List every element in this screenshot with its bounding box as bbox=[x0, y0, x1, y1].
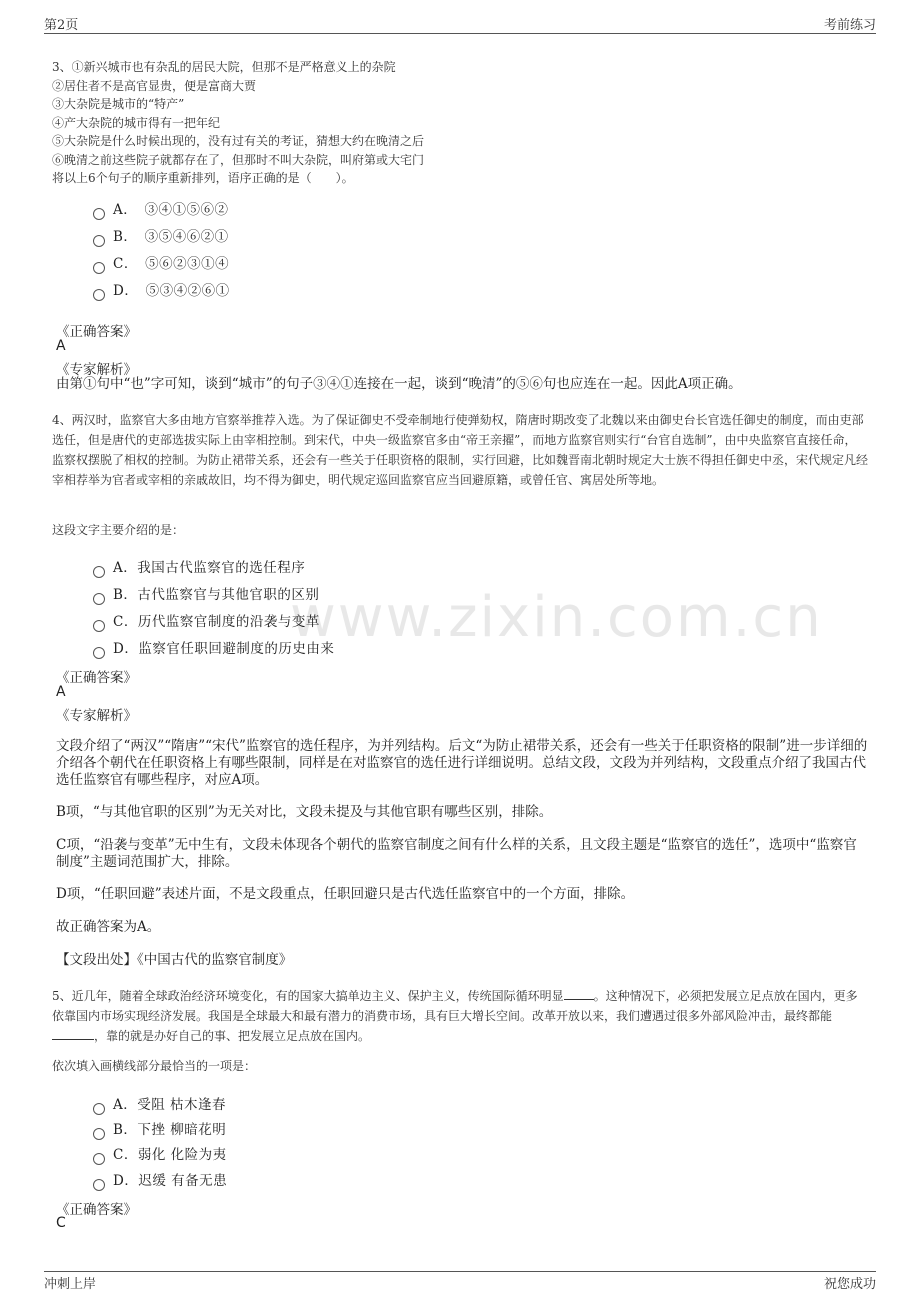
q3-line: ③大杂院是城市的“特产” bbox=[52, 97, 185, 111]
question-4-text: 4、两汉时，监察官大多由地方官察举推荐入选。为了保证御史不受牵制地行使弹劾权，隋唐时期改变了北魏以来由御史台长官选任御史的制度，而由吏部选任，但是唐代的吏部选拔实际上由宰相控制。到宋代，中央一级监察官多由“帝王亲擢”，而地方监察官则实行“台官自选制”，由中央监察官直接任命，监察权摆脱了相权的控制。为防止裙带关系，还会有一些关于任职资格的限制，实行回避，比如魏晋南北朝时规定大士族不得担任御史中丞，宋代规定凡经宰相荐举为官者或宰相的亲戚故旧，均不得为御史，明代规定巡回监察官应当回避原籍，或曾任官、寓居处所等地。 bbox=[52, 413, 869, 487]
radio-icon[interactable] bbox=[93, 235, 105, 247]
q3-option-d[interactable]: D． ⑤③④②⑥① bbox=[93, 279, 230, 299]
q4-option-d[interactable]: D．监察官任职回避制度的历史由来 bbox=[93, 637, 334, 657]
radio-icon[interactable] bbox=[93, 289, 105, 301]
page-number: 第2页 bbox=[44, 18, 79, 33]
q3-line: ②居住者不是高官显贵，便是富商大贾 bbox=[52, 78, 257, 93]
q5-answer: C bbox=[56, 1215, 66, 1231]
radio-icon[interactable] bbox=[93, 620, 105, 632]
q3-option-c[interactable]: C． ⑤⑥②③①④ bbox=[93, 252, 229, 272]
fill-blank-2 bbox=[52, 1028, 94, 1040]
q3-line: ⑤大杂院是什么时候出现的，没有过有关的考证，猜想大约在晚清之后 bbox=[52, 134, 425, 148]
q4-answer-label: 《正确答案》 bbox=[56, 670, 137, 686]
q4-analysis-paragraph: D项，“任职回避”表述片面，不是文段重点，任职回避只是古代选任监察官中的一个方面，排除。 bbox=[56, 886, 635, 902]
radio-icon[interactable] bbox=[93, 1103, 105, 1115]
q3-line: ④产大杂院的城市得有一把年纪 bbox=[52, 115, 221, 130]
q3-option-a[interactable]: A． ③④①⑤⑥② bbox=[93, 198, 229, 218]
q3-line: 3、①新兴城市也有杂乱的居民大院，但那不是严格意义上的杂院 bbox=[52, 60, 396, 74]
radio-icon[interactable] bbox=[93, 208, 105, 220]
q4-prompt: 这段文字主要介绍的是： bbox=[52, 523, 185, 537]
q4-source: 【文段出处】《中国古代的监察官制度》 bbox=[56, 952, 293, 968]
footer-left: 冲刺上岸 bbox=[44, 1277, 97, 1292]
fill-blank-1 bbox=[564, 988, 594, 1000]
q4-option-c[interactable]: C．历代监察官制度的沿袭与变革 bbox=[93, 610, 320, 630]
q3-analysis: 由第①句中“也”字可知，谈到“城市”的句子③④①连接在一起，谈到“晚清”的⑤⑥句也应连在一起。因此A项正确。 bbox=[56, 376, 742, 392]
header-title: 考前练习 bbox=[823, 18, 876, 33]
q5-option-d[interactable]: D．迟缓 有备无患 bbox=[93, 1169, 227, 1189]
q3-analysis-label: 《专家解析》 bbox=[56, 362, 137, 378]
radio-icon[interactable] bbox=[93, 1179, 105, 1191]
q5-option-b[interactable]: B．下挫 柳暗花明 bbox=[93, 1118, 226, 1138]
footer-right: 祝您成功 bbox=[823, 1277, 876, 1292]
q5-prompt: 依次填入画横线部分最恰当的一项是： bbox=[52, 1059, 257, 1073]
radio-icon[interactable] bbox=[93, 593, 105, 605]
q4-analysis-paragraph: B项，“与其他官职的区别”为无关对比，文段未提及与其他官职有哪些区别，排除。 bbox=[56, 804, 553, 820]
q5-option-c[interactable]: C．弱化 化险为夷 bbox=[93, 1143, 227, 1163]
q4-option-b[interactable]: B．古代监察官与其他官职的区别 bbox=[93, 583, 319, 603]
watermark: www.zixin.com.cn bbox=[290, 585, 823, 650]
radio-icon[interactable] bbox=[93, 262, 105, 274]
radio-icon[interactable] bbox=[93, 1153, 105, 1165]
q3-line: ⑥晚清之前这些院子就都存在了，但那时不叫大杂院，叫府第或大宅门 bbox=[52, 152, 425, 167]
q4-option-a[interactable]: A．我国古代监察官的选任程序 bbox=[93, 556, 305, 576]
q5-answer-label: 《正确答案》 bbox=[56, 1202, 137, 1218]
q4-analysis-label: 《专家解析》 bbox=[56, 708, 137, 724]
page-header bbox=[44, 12, 876, 32]
radio-icon[interactable] bbox=[93, 566, 105, 578]
radio-icon[interactable] bbox=[93, 1128, 105, 1140]
q4-analysis-paragraph: 文段介绍了“两汉”“隋唐”“宋代”监察官的选任程序，为并列结构。后文“为防止裙带关系，还会有一些关于任职资格的限制”进一步详细的介绍各个朝代在任职资格上有哪些限制，同样是在对监察官的选任进行详细说明。总结文段，文段为并列结构，文段重点介绍了我国古代选任监察官有哪些程序，对应A项。 bbox=[56, 738, 868, 788]
q3-option-b[interactable]: B． ③⑤④⑥②① bbox=[93, 225, 229, 245]
q4-analysis-paragraph: 故正确答案为A。 bbox=[56, 919, 161, 935]
q4-analysis-paragraph: C项，“沿袭与变革”无中生有，文段未体现各个朝代的监察官制度之间有什么样的关系，且文段主题是“监察官的选任”，选项中“监察官制度”主题词范围扩大，排除。 bbox=[56, 837, 857, 870]
q3-line: 将以上6个句子的顺序重新排列，语序正确的是（ ）。 bbox=[52, 171, 354, 185]
q3-answer: A bbox=[56, 338, 66, 354]
footer-divider bbox=[44, 1271, 876, 1272]
q5-option-a[interactable]: A．受阻 枯木逢春 bbox=[93, 1093, 226, 1113]
question-3-text bbox=[52, 58, 868, 188]
q4-answer: A bbox=[56, 684, 66, 700]
header-divider bbox=[44, 33, 876, 34]
radio-icon[interactable] bbox=[93, 647, 105, 659]
q3-answer-label: 《正确答案》 bbox=[56, 324, 137, 340]
question-5-text: 5、近几年，随着全球政治经济环境变化，有的国家大搞单边主义、保护主义，传统国际循环明显 。这种情况下，必须把发展立足点放在国内，更多依靠国内市场实现经济发展。我国是全球最大和最有潜力的消费市场，具有巨大增长空间。改革开放以来，我们遭遇过很多外部风险冲击，最终都能，靠的就是办好自己的事、把发展立足点放在国内。 bbox=[52, 989, 858, 1043]
